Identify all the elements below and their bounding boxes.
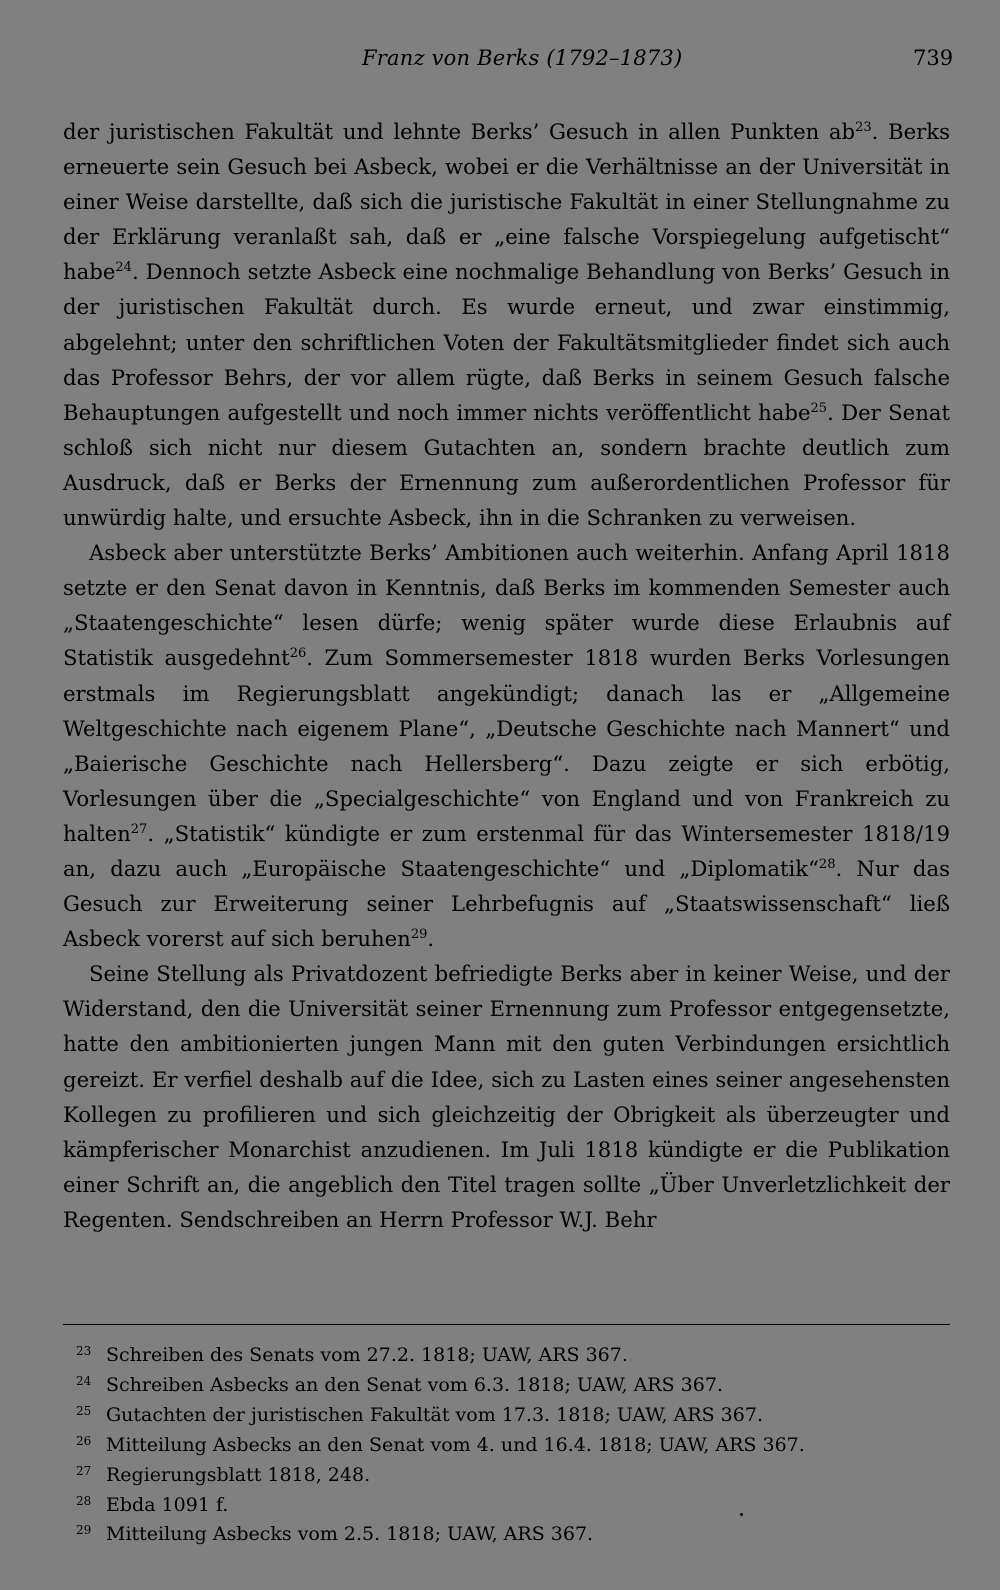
footnote-26 [76, 1429, 950, 1459]
footnote-ref-25: 25 [810, 400, 828, 416]
footnote-number: 27 [76, 1463, 92, 1478]
paragraph-1-text-2: . Berks erneuerte sein Gesuch bei Asbeck, wobei er die Verhältnisse an der Universität in einer Weise darstellte, daß sich die juristische Fakultät in einer Stellungnahme zu der Erklärung veranlaßt sah, daß er „eine falsche Vorspiegelung aufgetischt“ habe [63, 119, 951, 285]
footnote-number: 25 [76, 1403, 92, 1418]
footnote-ref-24: 24 [115, 260, 132, 276]
body-text [63, 114, 950, 1237]
running-title: Franz von Berks (1792–1873) [362, 46, 683, 70]
footnotes [76, 1339, 950, 1548]
footnote-ref-28: 28 [818, 856, 836, 872]
footnote-29 [76, 1518, 950, 1548]
footnote-text: Schreiben Asbecks an den Senat vom 6.3. 1818; UAW, ARS 367. [106, 1373, 723, 1396]
footnote-text: Schreiben des Senats vom 27.2. 1818; UAW, ARS 367. [106, 1344, 628, 1366]
footnote-27 [76, 1459, 950, 1489]
footnote-ref-26: 26 [289, 646, 307, 662]
footnote-number: 28 [76, 1493, 92, 1508]
footnote-text: Mitteilung Asbecks vom 2.5. 1818; UAW, ARS 367. [106, 1523, 594, 1546]
paragraph-2-text-1: Asbeck aber unterstützte Berks’ Ambitionen auch weiterhin. Anfang April 1818 setzte er den Senat davon in Kenntnis, daß Berks im kommenden Semester auch „Staatengeschichte“ lesen dürfe; wenig später wurde diese Erlaubnis auf Statistik ausgedehnt [63, 540, 950, 671]
paragraph-3: Seine Stellung als Privatdozent befriedigte Berks aber in keiner Weise, und der Widerstand, den die Universität seiner Ernennung zum Professor entgegensetzte, hatte den ambitionierten jungen Mann mit den guten Verbindungen ersichtlich gereizt. Er verfiel deshalb auf die Idee, sich zu Lasten eines seiner angesehensten Kollegen zu profilieren und sich gleichzeitig der Obrigkeit als überzeugter und kämpferischer Monarchist anzudienen. Im Juli 1818 kündigte er die Publikation einer Schrift an, die angeblich den Titel tragen sollte „Über Unverletzlichkeit der Regenten. Sendschreiben an Herrn Professor W.J. Behr [63, 961, 950, 1232]
footnote-number: 24 [76, 1373, 92, 1388]
paragraph-1-text-1: der juristischen Fakultät und lehnte Berks’ Gesuch in allen Punkten ab [63, 119, 856, 144]
print-speck [740, 1513, 743, 1516]
footnote-ref-29: 29 [410, 927, 428, 943]
footnote-number: 26 [76, 1433, 92, 1448]
footnote-text: Mitteilung Asbecks an den Senat vom 4. und 16.4. 1818; UAW, ARS 367. [106, 1433, 805, 1456]
footnote-divider [63, 1324, 950, 1325]
footnote-ref-23: 23 [855, 120, 872, 135]
footnote-text: Gutachten der juristischen Fakultät vom 17.3. 1818; UAW, ARS 367. [106, 1403, 763, 1426]
footnote-28 [76, 1489, 950, 1519]
footnote-23 [76, 1339, 950, 1369]
paragraph-2 [63, 535, 950, 956]
footnote-number: 23 [76, 1344, 92, 1358]
page-number: 739 [913, 46, 954, 70]
paragraph-2-text-3: . „Statistik“ kündigte er zum erstenmal für das Wintersemester 1818/19 an, dazu auch „Europäische Staatengeschichte“ und „Diplomatik“ [63, 820, 950, 881]
paragraph-2-text-5: . [427, 926, 435, 952]
footnote-ref-27: 27 [130, 821, 148, 837]
footnote-text: Regierungsblatt 1818, 248. [106, 1463, 371, 1486]
footnote-25 [76, 1399, 950, 1429]
paragraph-1-text-4: . Der Senat schloß sich nicht nur diesem Gutachten an, sondern brachte deutlich zum Ausdruck, daß er Berks der Ernennung zum außerordentlichen Professor für unwürdig halte, und ersuchte Asbeck, ihn in die Schranken zu verweisen. [63, 399, 950, 531]
paragraph-2-text-4: . Nur das Gesuch zur Erweiterung seiner Lehrbefugnis auf „Staatswissenschaft“ ließ Asbeck vorerst auf sich beruhen [63, 855, 950, 952]
footnote-number: 29 [76, 1523, 92, 1538]
paragraph-2-text-2: . Zum Sommersemester 1818 wurden Berks Vorlesungen erstmals im Regierungsblatt angekündigt; danach las er „Allgemeine Weltgeschichte nach eigenem Plane“, „Deutsche Geschichte nach Mannert“ und „Baierische Geschichte nach Hellersberg“. Dazu zeigte er sich erbötig, Vorlesungen über die „Specialgeschichte“ von England und von Frankreich zu halten [63, 645, 950, 846]
paragraph-1-text-3: . Dennoch setzte Asbeck eine nochmalige Behandlung von Berks’ Gesuch in der juristischen Fakultät durch. Es wurde erneut, und zwar einstimmig, abgelehnt; unter den schriftlichen Voten der Fakultätsmitglieder findet sich auch das Professor Behrs, der vor allem rügte, daß Berks in seinem Gesuch falsche Behauptungen aufgestellt und noch immer nichts veröffentlicht habe [63, 259, 950, 425]
footnote-24 [76, 1369, 950, 1399]
footnote-text: Ebda 1091 f. [106, 1493, 229, 1516]
running-head [0, 46, 1000, 76]
paragraph-1 [63, 114, 950, 535]
